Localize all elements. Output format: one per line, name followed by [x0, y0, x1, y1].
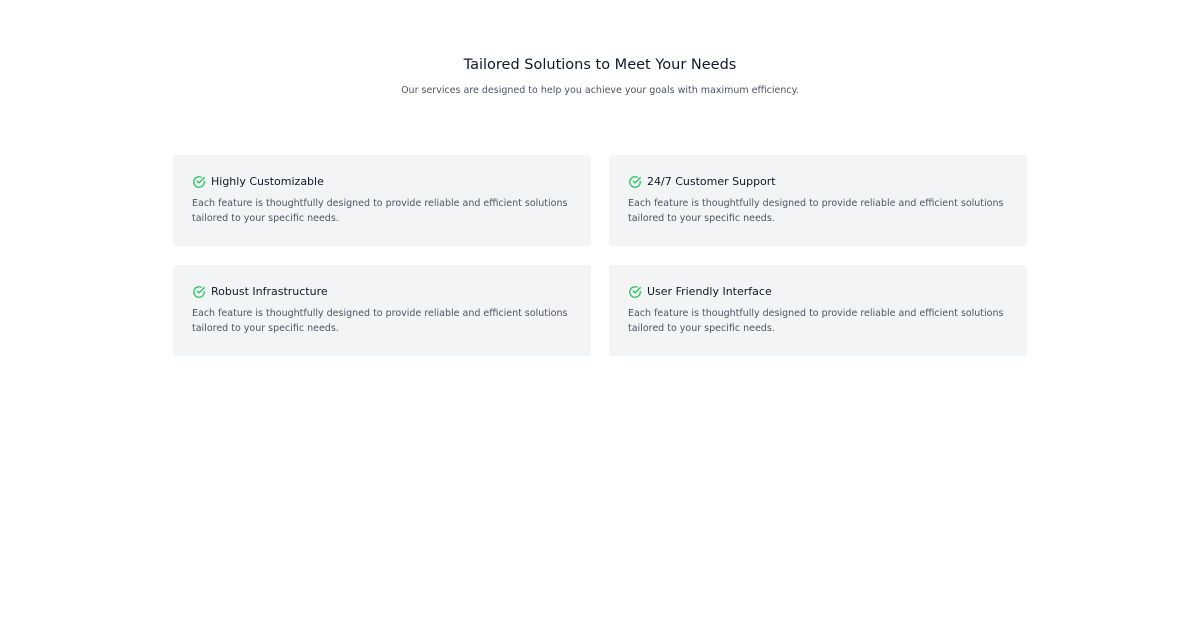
check-circle-icon — [628, 285, 642, 299]
feature-card-support — [609, 155, 1027, 246]
feature-card-infrastructure — [173, 265, 591, 356]
section-subtitle: Our services are designed to help you achieve your goals with maximum efficiency. — [401, 85, 799, 96]
section-title: Tailored Solutions to Meet Your Needs — [463, 57, 737, 73]
feature-card-header — [628, 284, 1008, 300]
feature-card-header — [628, 174, 1008, 190]
feature-grid — [173, 155, 1027, 356]
check-circle-icon — [192, 175, 206, 189]
feature-card-header — [192, 174, 572, 190]
feature-description: Each feature is thoughtfully designed to provide reliable and efficient solutions tailored to your specific needs. — [628, 198, 1004, 224]
check-circle-icon — [192, 285, 206, 299]
feature-description: Each feature is thoughtfully designed to provide reliable and efficient solutions tailored to your specific needs. — [192, 198, 568, 224]
feature-title: 24/7 Customer Support — [647, 175, 776, 188]
feature-title: User Friendly Interface — [647, 285, 772, 298]
feature-description: Each feature is thoughtfully designed to provide reliable and efficient solutions tailored to your specific needs. — [192, 308, 568, 334]
check-circle-icon — [628, 175, 642, 189]
feature-card-interface — [609, 265, 1027, 356]
feature-title: Robust Infrastructure — [211, 285, 328, 298]
feature-card-header — [192, 284, 572, 300]
feature-title: Highly Customizable — [211, 175, 324, 188]
feature-description: Each feature is thoughtfully designed to provide reliable and efficient solutions tailored to your specific needs. — [628, 308, 1004, 334]
feature-card-customizable — [173, 155, 591, 246]
